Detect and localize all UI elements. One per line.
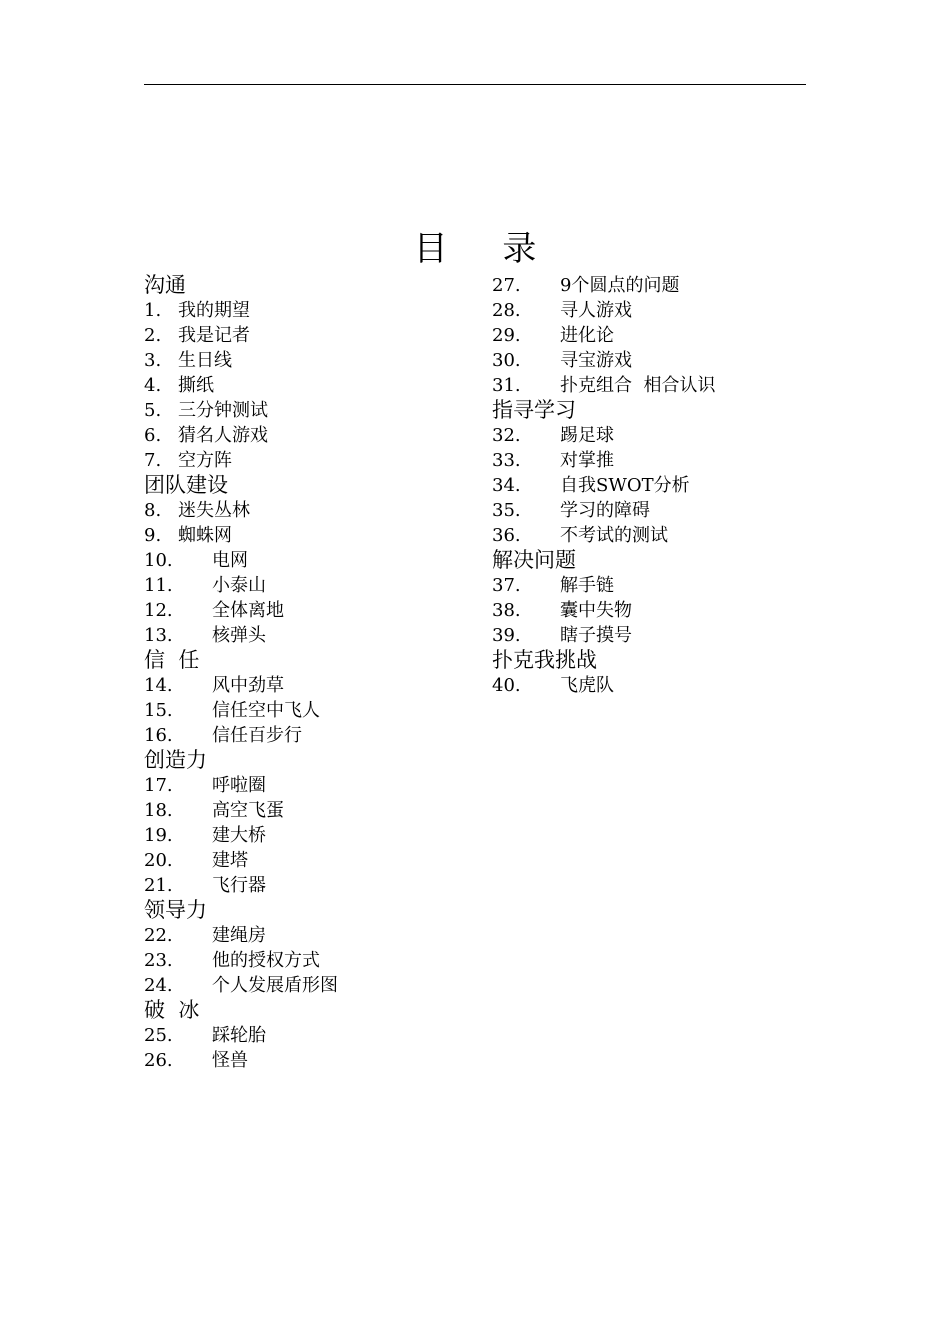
toc-entry-label: 飞虎队: [560, 675, 614, 696]
section-heading: 指寻学习: [492, 398, 576, 422]
toc-entry-label: 建绳房: [212, 925, 266, 946]
toc-entry-number: 6.: [144, 425, 162, 446]
toc-entry[interactable]: [144, 723, 474, 748]
toc-entry-number: 5.: [144, 400, 162, 421]
toc-entry[interactable]: [144, 948, 474, 973]
section-heading: 团队建设: [144, 473, 228, 497]
toc-entry[interactable]: [144, 348, 474, 373]
toc-entry-label: 三分钟测试: [178, 400, 268, 421]
toc-entry[interactable]: [492, 348, 822, 373]
toc-entry-number: 36.: [492, 525, 521, 546]
toc-entry[interactable]: [144, 548, 474, 573]
toc-entry[interactable]: [144, 973, 474, 998]
toc-entry[interactable]: [144, 1048, 474, 1073]
toc-entry-label: 扑克组合 相合认识: [560, 375, 716, 396]
toc-entry-number: 29.: [492, 325, 521, 346]
toc-entry-number: 13.: [144, 625, 173, 646]
toc-entry-label: 不考试的测试: [560, 525, 668, 546]
toc-entry[interactable]: [492, 573, 822, 598]
toc-entry-number: 22.: [144, 925, 173, 946]
toc-entry[interactable]: [144, 373, 474, 398]
toc-entry-number: 28.: [492, 300, 521, 321]
toc-entry[interactable]: [144, 673, 474, 698]
toc-entry-label: 蜘蛛网: [178, 525, 232, 546]
toc-entry-label: 我的期望: [178, 300, 250, 321]
toc-entry-number: 18.: [144, 800, 173, 821]
toc-entry[interactable]: [144, 298, 474, 323]
toc-entry[interactable]: [144, 423, 474, 448]
toc-entry[interactable]: [492, 523, 822, 548]
toc-entry-label: 囊中失物: [560, 600, 632, 621]
toc-entry-number: 37.: [492, 575, 521, 596]
toc-entry[interactable]: [492, 373, 822, 398]
toc-entry-number: 1.: [144, 300, 162, 321]
toc-entry-number: 10.: [144, 550, 173, 571]
toc-entry-number: 9.: [144, 525, 162, 546]
toc-entry-number: 16.: [144, 725, 173, 746]
toc-entry-number: 27.: [492, 275, 521, 296]
section-heading: 沟通: [144, 273, 186, 297]
toc-title: 目 录: [413, 229, 559, 269]
toc-left-column: [144, 273, 474, 1073]
toc-entry[interactable]: [492, 323, 822, 348]
toc-entry-label: 空方阵: [178, 450, 232, 471]
toc-entry-label: 解手链: [560, 575, 614, 596]
toc-entry[interactable]: [492, 498, 822, 523]
toc-entry[interactable]: [492, 273, 822, 298]
toc-entry-label: 我是记者: [178, 325, 250, 346]
toc-entry[interactable]: [144, 323, 474, 348]
toc-entry[interactable]: [144, 923, 474, 948]
toc-entry-label: 对掌推: [560, 450, 614, 471]
toc-entry-number: 14.: [144, 675, 173, 696]
toc-entry-number: 12.: [144, 600, 173, 621]
toc-entry-label: 学习的障碍: [560, 500, 650, 521]
toc-entry-label: 电网: [212, 550, 248, 571]
toc-entry-number: 38.: [492, 600, 521, 621]
toc-entry-label: 飞行器: [212, 875, 266, 896]
toc-entry-label: 核弹头: [212, 625, 266, 646]
toc-entry-number: 17.: [144, 775, 173, 796]
toc-entry-label: 寻宝游戏: [560, 350, 632, 371]
toc-entry-number: 8.: [144, 500, 162, 521]
toc-entry[interactable]: [492, 423, 822, 448]
toc-entry-label: 生日线: [178, 350, 232, 371]
toc-entry[interactable]: [144, 773, 474, 798]
toc-entry-label: 建塔: [212, 850, 248, 871]
toc-entry-number: 31.: [492, 375, 521, 396]
toc-entry-label: 自我SWOT分析: [560, 475, 690, 496]
toc-entry[interactable]: [144, 848, 474, 873]
toc-entry[interactable]: [144, 698, 474, 723]
toc-entry-number: 32.: [492, 425, 521, 446]
toc-entry-number: 11.: [144, 575, 173, 596]
header-rule: [144, 84, 806, 85]
toc-entry-number: 35.: [492, 500, 521, 521]
toc-entry-label: 踢足球: [560, 425, 614, 446]
toc-entry[interactable]: [492, 673, 822, 698]
toc-entry-label: 建大桥: [212, 825, 266, 846]
section-heading: 扑克我挑战: [492, 648, 597, 672]
toc-entry-number: 4.: [144, 375, 162, 396]
toc-entry[interactable]: [492, 598, 822, 623]
toc-entry-number: 20.: [144, 850, 173, 871]
toc-entry-label: 9个圆点的问题: [560, 275, 680, 296]
toc-entry-number: 26.: [144, 1050, 173, 1071]
toc-entry[interactable]: [144, 598, 474, 623]
toc-entry-label: 踩轮胎: [212, 1025, 266, 1046]
section-heading: 信 任: [144, 648, 200, 672]
toc-right-column: [492, 273, 822, 698]
toc-entry[interactable]: [144, 498, 474, 523]
section-heading: 领导力: [144, 898, 207, 922]
toc-entry-label: 寻人游戏: [560, 300, 632, 321]
toc-entry-number: 2.: [144, 325, 162, 346]
toc-entry[interactable]: [144, 523, 474, 548]
toc-entry-label: 他的授权方式: [212, 950, 320, 971]
toc-entry-label: 怪兽: [212, 1050, 248, 1071]
toc-entry[interactable]: [144, 448, 474, 473]
toc-entry-number: 7.: [144, 450, 162, 471]
toc-entry-number: 19.: [144, 825, 173, 846]
toc-entry[interactable]: [144, 823, 474, 848]
toc-entry-number: 40.: [492, 675, 521, 696]
toc-entry-label: 高空飞蛋: [212, 800, 284, 821]
toc-entry-number: 39.: [492, 625, 521, 646]
toc-entry-label: 信任空中飞人: [212, 700, 320, 721]
toc-entry-label: 猜名人游戏: [178, 425, 268, 446]
toc-entry[interactable]: [144, 623, 474, 648]
toc-entry-label: 瞎子摸号: [560, 625, 632, 646]
section-heading: 创造力: [144, 748, 207, 772]
section-heading: 破 冰: [144, 998, 200, 1022]
toc-entry-number: 34.: [492, 475, 521, 496]
toc-entry-number: 24.: [144, 975, 173, 996]
toc-entry-number: 33.: [492, 450, 521, 471]
toc-entry[interactable]: [144, 798, 474, 823]
toc-entry-label: 风中劲草: [212, 675, 284, 696]
toc-entry-label: 小泰山: [212, 575, 266, 596]
toc-entry-label: 信任百步行: [212, 725, 302, 746]
section-heading: 解决问题: [492, 548, 576, 572]
toc-entry-number: 21.: [144, 875, 173, 896]
toc-entry-label: 呼啦圈: [212, 775, 266, 796]
toc-entry-number: 15.: [144, 700, 173, 721]
toc-entry[interactable]: [144, 398, 474, 423]
toc-entry-label: 全体离地: [212, 600, 284, 621]
toc-entry-label: 个人发展盾形图: [212, 975, 338, 996]
toc-entry[interactable]: [492, 298, 822, 323]
toc-entry-label: 迷失丛林: [178, 500, 250, 521]
toc-entry[interactable]: [492, 448, 822, 473]
toc-entry-label: 进化论: [560, 325, 614, 346]
toc-entry-number: 25.: [144, 1025, 173, 1046]
toc-entry-number: 30.: [492, 350, 521, 371]
toc-entry[interactable]: [144, 873, 474, 898]
toc-entry[interactable]: [492, 623, 822, 648]
toc-entry[interactable]: [492, 473, 822, 498]
toc-entry[interactable]: [144, 1023, 474, 1048]
toc-entry-number: 3.: [144, 350, 162, 371]
toc-entry[interactable]: [144, 573, 474, 598]
toc-entry-label: 撕纸: [178, 375, 214, 396]
toc-entry-number: 23.: [144, 950, 173, 971]
